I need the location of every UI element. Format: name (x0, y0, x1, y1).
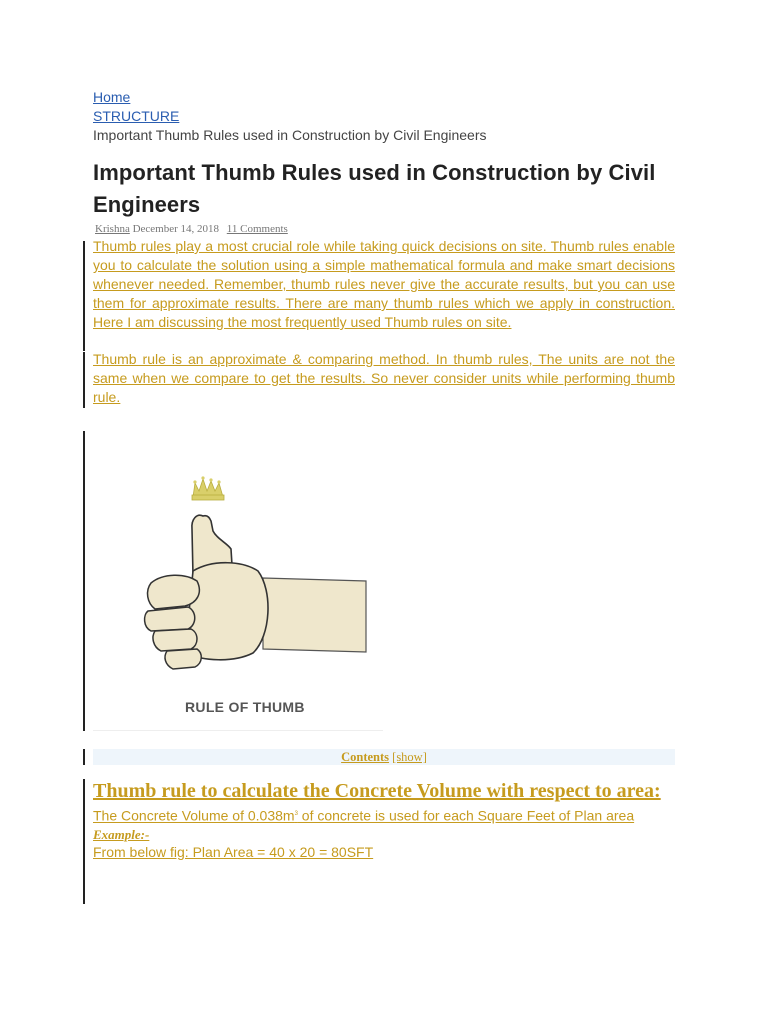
author-link[interactable]: Krishna (95, 223, 130, 235)
left-border (83, 749, 85, 765)
left-border (83, 241, 85, 351)
figure-divider (93, 730, 383, 731)
example-label: Example:- (93, 826, 150, 842)
rule-of-thumb-figure (93, 431, 383, 731)
figure-caption: RULE OF THUMB (185, 699, 305, 715)
section-text-after: of concrete is used for each Square Feet of Plan area (297, 807, 635, 824)
page-title: Important Thumb Rules used in Construction by Civil Engineers (93, 160, 656, 217)
example-text: From below fig: Plan Area = 40 x 20 = 80SFT (93, 843, 374, 860)
breadcrumb-category-link[interactable]: STRUCTURE (93, 108, 180, 124)
left-border (83, 779, 85, 904)
breadcrumb (93, 88, 675, 145)
thumbs-up-with-crown-icon (93, 431, 383, 731)
left-border (83, 431, 85, 731)
definition-paragraph[interactable]: Thumb rule is an approximate & comparing method. In thumb rules, The units are not the same when we compare to get the results. So never consider units while performing thumb rule. (93, 351, 675, 405)
section-text-before: The Concrete Volume of 0.038m (93, 807, 295, 824)
table-of-contents (93, 749, 675, 765)
post-meta (93, 223, 675, 236)
section-text (93, 805, 675, 826)
toc-show-toggle[interactable]: [show] (392, 750, 427, 764)
post-date: December 14, 2018 (132, 223, 220, 235)
breadcrumb-current: Important Thumb Rules used in Construction by Civil Engineers (93, 127, 487, 143)
left-border (83, 352, 85, 408)
breadcrumb-home-link[interactable]: Home (93, 89, 131, 105)
article-page (93, 88, 675, 862)
intro-paragraph-container (93, 237, 675, 332)
cubic-superscript: 3 (294, 811, 298, 817)
intro-paragraph[interactable]: Thumb rules play a most crucial role while taking quick decisions on site. Thumb rules enable you to calculate the solution using a simple mathematical formula and make smart decisions whenever needed. Remember, thumb rules never give the accurate results, but you can use them for approximate results. There are many thumb rules which we apply in construction. Here I am discussing the most frequently used Thumb rules on site. (93, 238, 675, 330)
section-heading: Thumb rule to calculate the Concrete Volume with respect to area: (93, 780, 661, 802)
toc-label: Contents (341, 750, 390, 764)
comments-link[interactable]: 11 Comments (226, 223, 288, 235)
definition-paragraph-container (93, 350, 675, 407)
concrete-volume-section (93, 779, 675, 862)
